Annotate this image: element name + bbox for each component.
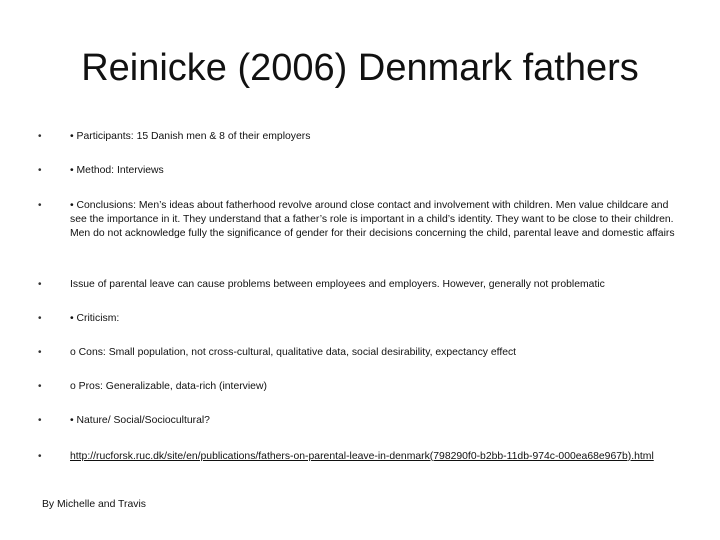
list-item-text: o Cons: Small population, not cross-cultural, qualitative data, social desirability, expectancy effect — [70, 347, 517, 358]
source-link[interactable]: http://rucforsk.ruc.dk/site/en/publications/fathers-on-parental-leave-in-denmark(798290f0-b2bb-11db-974c-000ea68e967b).html — [70, 451, 654, 462]
bullet-marker: • — [38, 415, 42, 426]
bullet-marker: • — [38, 313, 42, 324]
list-item-text: • Participants: 15 Danish men & 8 of their employers — [70, 131, 311, 142]
slide-title: Reinicke (2006) Denmark fathers — [81, 47, 639, 89]
list-item-text: Issue of parental leave can cause problems between employees and employers. However, generally not problematic — [70, 279, 605, 290]
bullet-marker: • — [38, 451, 42, 462]
list-item-text: • Criticism: — [70, 313, 120, 324]
bullet-marker: • — [38, 131, 42, 142]
list-item-text: o Pros: Generalizable, data-rich (interview) — [70, 381, 267, 392]
bullet-marker: • — [38, 381, 42, 392]
list-item-text: • Conclusions: Men’s ideas about fatherhood revolve around close contact and involvement with children. Men value childcare and see the importance in it. They understand that a father’s role is important in a child’s identity. They want to be close to their children. Men do not acknowledge fully the significance of gender for their decisions concerning the child, parental leave and domestic affairs — [70, 200, 675, 239]
bullet-marker: • — [38, 165, 42, 176]
bullet-marker: • — [38, 200, 42, 211]
bullet-marker: • — [38, 279, 42, 290]
author-credit: By Michelle and Travis — [42, 499, 146, 510]
list-item-text — [70, 450, 680, 464]
bullet-marker: • — [38, 347, 42, 358]
list-item-text: • Nature/ Social/Sociocultural? — [70, 415, 210, 426]
list-item-text: • Method: Interviews — [70, 165, 164, 176]
